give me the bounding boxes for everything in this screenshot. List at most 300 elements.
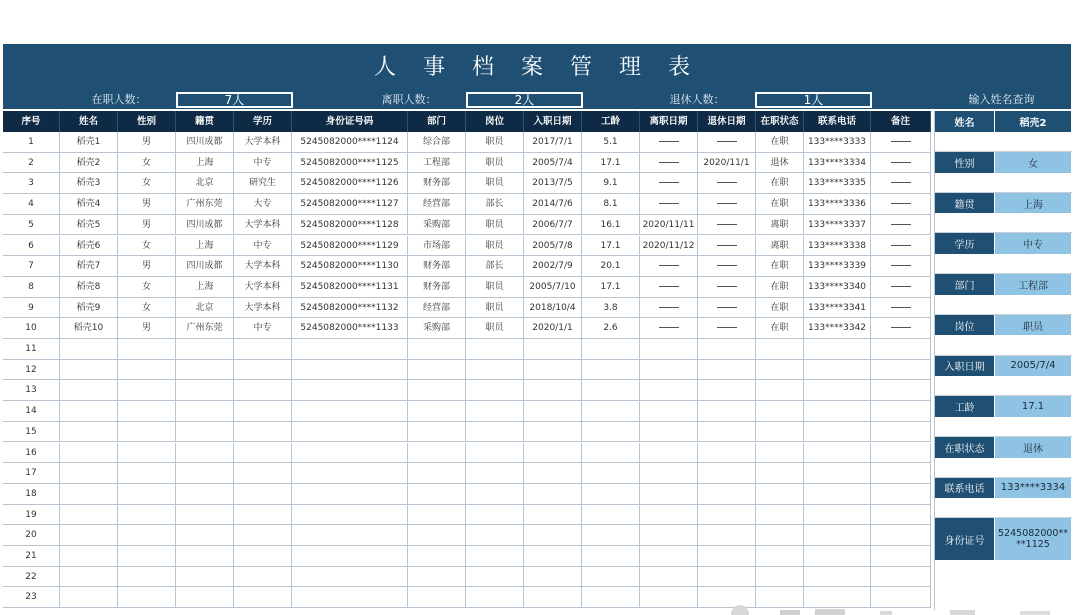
cell-status[interactable]: 在职: [756, 277, 804, 298]
cell-gender[interactable]: [118, 422, 176, 443]
cell-gender[interactable]: [118, 380, 176, 401]
cell-hometown[interactable]: 四川成都: [176, 132, 234, 153]
cell-education[interactable]: [234, 567, 292, 588]
cell-leave-date[interactable]: [640, 401, 698, 422]
cell-department[interactable]: 财务部: [408, 277, 466, 298]
cell-seq[interactable]: 18: [3, 484, 60, 505]
cell-name[interactable]: [60, 360, 118, 381]
cell-seq[interactable]: 22: [3, 567, 60, 588]
cell-retire-date[interactable]: [698, 443, 756, 464]
cell-hire-date[interactable]: [524, 360, 582, 381]
cell-id-number[interactable]: [292, 546, 408, 567]
cell-education[interactable]: [234, 422, 292, 443]
cell-department[interactable]: 采购部: [408, 318, 466, 339]
cell-department[interactable]: [408, 525, 466, 546]
column-header-status[interactable]: 在职状态: [756, 111, 804, 132]
column-header-education[interactable]: 学历: [234, 111, 292, 132]
cell-phone[interactable]: 133****3334: [804, 153, 871, 174]
column-header-gender[interactable]: 性别: [118, 111, 176, 132]
cell-seq[interactable]: 21: [3, 546, 60, 567]
cell-department[interactable]: 采购部: [408, 215, 466, 236]
cell-name[interactable]: 稻壳2: [60, 153, 118, 174]
cell-position[interactable]: 职员: [466, 298, 524, 319]
cell-id-number[interactable]: [292, 422, 408, 443]
cell-retire-date-empty-dash[interactable]: [698, 194, 756, 215]
cell-id-number[interactable]: [292, 587, 408, 608]
cell-seniority[interactable]: [582, 567, 640, 588]
cell-hire-date[interactable]: [524, 380, 582, 401]
cell-position[interactable]: [466, 422, 524, 443]
cell-phone[interactable]: [804, 380, 871, 401]
cell-seniority[interactable]: [582, 380, 640, 401]
cell-leave-date[interactable]: [640, 505, 698, 526]
cell-department[interactable]: 经营部: [408, 298, 466, 319]
cell-seq[interactable]: 1: [3, 132, 60, 153]
cell-seq[interactable]: 3: [3, 173, 60, 194]
cell-name[interactable]: 稻壳1: [60, 132, 118, 153]
cell-seniority[interactable]: 20.1: [582, 256, 640, 277]
cell-education[interactable]: 大学本科: [234, 277, 292, 298]
cell-seq[interactable]: 14: [3, 401, 60, 422]
cell-status[interactable]: [756, 505, 804, 526]
cell-id-number[interactable]: 5245082000****1126: [292, 173, 408, 194]
cell-phone[interactable]: [804, 339, 871, 360]
cell-phone[interactable]: [804, 505, 871, 526]
cell-retire-date[interactable]: [698, 380, 756, 401]
cell-department[interactable]: [408, 401, 466, 422]
cell-status[interactable]: [756, 443, 804, 464]
cell-retire-date[interactable]: [698, 505, 756, 526]
cell-hometown[interactable]: 上海: [176, 153, 234, 174]
cell-id-number[interactable]: 5245082000****1128: [292, 215, 408, 236]
cell-retire-date-empty-dash[interactable]: [698, 256, 756, 277]
cell-name[interactable]: [60, 505, 118, 526]
cell-hire-date[interactable]: 2005/7/8: [524, 236, 582, 257]
cell-hire-date[interactable]: 2002/7/9: [524, 256, 582, 277]
cell-hometown[interactable]: 北京: [176, 298, 234, 319]
cell-id-number[interactable]: 5245082000****1130: [292, 256, 408, 277]
cell-education[interactable]: 研究生: [234, 173, 292, 194]
cell-education[interactable]: [234, 443, 292, 464]
column-header-id-number[interactable]: 身份证号码: [292, 111, 408, 132]
cell-seniority[interactable]: 5.1: [582, 132, 640, 153]
cell-phone[interactable]: [804, 484, 871, 505]
cell-leave-date[interactable]: [640, 463, 698, 484]
cell-seniority[interactable]: 17.1: [582, 153, 640, 174]
cell-position[interactable]: [466, 505, 524, 526]
cell-name[interactable]: [60, 443, 118, 464]
cell-phone[interactable]: [804, 567, 871, 588]
cell-education[interactable]: [234, 587, 292, 608]
cell-name[interactable]: 稻壳3: [60, 173, 118, 194]
cell-leave-date[interactable]: [640, 525, 698, 546]
cell-hometown[interactable]: 广州东莞: [176, 318, 234, 339]
cell-hometown[interactable]: 上海: [176, 277, 234, 298]
cell-gender[interactable]: 女: [118, 277, 176, 298]
cell-hometown[interactable]: [176, 484, 234, 505]
cell-leave-date-empty-dash[interactable]: [640, 256, 698, 277]
cell-status[interactable]: 退休: [756, 153, 804, 174]
cell-education[interactable]: [234, 380, 292, 401]
cell-id-number[interactable]: [292, 505, 408, 526]
cell-position[interactable]: [466, 484, 524, 505]
active-count-value[interactable]: 7人: [176, 92, 293, 108]
cell-retire-date[interactable]: [698, 360, 756, 381]
column-header-hometown[interactable]: 籍贯: [176, 111, 234, 132]
cell-position[interactable]: 职员: [466, 132, 524, 153]
cell-id-number[interactable]: 5245082000****1131: [292, 277, 408, 298]
cell-seniority[interactable]: 2.6: [582, 318, 640, 339]
cell-gender[interactable]: [118, 443, 176, 464]
cell-seniority[interactable]: [582, 360, 640, 381]
cell-retire-date-empty-dash[interactable]: [698, 277, 756, 298]
cell-name[interactable]: 稻壳4: [60, 194, 118, 215]
cell-hire-date[interactable]: 2006/7/7: [524, 215, 582, 236]
cell-leave-date[interactable]: [640, 380, 698, 401]
cell-remark-empty-dash[interactable]: [871, 277, 931, 298]
cell-retire-date[interactable]: [698, 401, 756, 422]
cell-gender[interactable]: [118, 360, 176, 381]
cell-hometown[interactable]: 四川成都: [176, 256, 234, 277]
cell-seq[interactable]: 12: [3, 360, 60, 381]
cell-leave-date[interactable]: 2020/11/12: [640, 236, 698, 257]
cell-leave-date-empty-dash[interactable]: [640, 298, 698, 319]
cell-leave-date[interactable]: [640, 484, 698, 505]
cell-remark-empty-dash[interactable]: [871, 215, 931, 236]
cell-name[interactable]: [60, 587, 118, 608]
cell-phone[interactable]: [804, 525, 871, 546]
cell-seniority[interactable]: [582, 463, 640, 484]
cell-gender[interactable]: [118, 463, 176, 484]
cell-phone[interactable]: [804, 422, 871, 443]
cell-position[interactable]: [466, 401, 524, 422]
cell-hire-date[interactable]: [524, 401, 582, 422]
cell-gender[interactable]: 男: [118, 215, 176, 236]
cell-id-number[interactable]: [292, 339, 408, 360]
cell-retire-date-empty-dash[interactable]: [698, 298, 756, 319]
cell-phone[interactable]: 133****3338: [804, 236, 871, 257]
cell-hire-date[interactable]: [524, 525, 582, 546]
cell-hire-date[interactable]: [524, 443, 582, 464]
cell-name[interactable]: [60, 546, 118, 567]
cell-seniority[interactable]: 16.1: [582, 215, 640, 236]
cell-position[interactable]: [466, 339, 524, 360]
cell-retire-date[interactable]: [698, 339, 756, 360]
cell-seq[interactable]: 20: [3, 525, 60, 546]
cell-gender[interactable]: [118, 587, 176, 608]
cell-hire-date[interactable]: 2017/7/1: [524, 132, 582, 153]
cell-phone[interactable]: [804, 360, 871, 381]
cell-leave-date[interactable]: [640, 546, 698, 567]
cell-gender[interactable]: [118, 546, 176, 567]
cell-hometown[interactable]: [176, 443, 234, 464]
cell-id-number[interactable]: [292, 380, 408, 401]
cell-status[interactable]: [756, 484, 804, 505]
cell-name[interactable]: 稻壳8: [60, 277, 118, 298]
cell-seq[interactable]: 16: [3, 443, 60, 464]
cell-status[interactable]: 离职: [756, 236, 804, 257]
cell-education[interactable]: [234, 525, 292, 546]
cell-name[interactable]: 稻壳9: [60, 298, 118, 319]
cell-department[interactable]: [408, 380, 466, 401]
cell-seniority[interactable]: [582, 546, 640, 567]
cell-remark-empty-dash[interactable]: [871, 236, 931, 257]
retired-count-value[interactable]: 1人: [755, 92, 872, 108]
cell-retire-date-empty-dash[interactable]: [698, 236, 756, 257]
cell-gender[interactable]: [118, 484, 176, 505]
cell-education[interactable]: 中专: [234, 153, 292, 174]
cell-hometown[interactable]: [176, 422, 234, 443]
cell-phone[interactable]: 133****3341: [804, 298, 871, 319]
cell-position[interactable]: [466, 463, 524, 484]
cell-education[interactable]: [234, 339, 292, 360]
column-header-remark[interactable]: 备注: [871, 111, 931, 132]
cell-department[interactable]: [408, 567, 466, 588]
cell-remark[interactable]: [871, 443, 931, 464]
cell-position[interactable]: 职员: [466, 236, 524, 257]
cell-department[interactable]: [408, 463, 466, 484]
cell-phone[interactable]: 133****3336: [804, 194, 871, 215]
cell-remark[interactable]: [871, 525, 931, 546]
cell-leave-date-empty-dash[interactable]: [640, 318, 698, 339]
cell-seq[interactable]: 7: [3, 256, 60, 277]
cell-leave-date-empty-dash[interactable]: [640, 153, 698, 174]
cell-education[interactable]: 中专: [234, 318, 292, 339]
cell-seniority[interactable]: 17.1: [582, 236, 640, 257]
cell-seniority[interactable]: [582, 505, 640, 526]
cell-remark-empty-dash[interactable]: [871, 153, 931, 174]
cell-seq[interactable]: 8: [3, 277, 60, 298]
cell-id-number[interactable]: 5245082000****1132: [292, 298, 408, 319]
cell-gender[interactable]: 男: [118, 318, 176, 339]
cell-remark-empty-dash[interactable]: [871, 132, 931, 153]
cell-retire-date[interactable]: 2020/11/1: [698, 153, 756, 174]
cell-gender[interactable]: 女: [118, 173, 176, 194]
cell-position[interactable]: [466, 525, 524, 546]
cell-id-number[interactable]: 5245082000****1133: [292, 318, 408, 339]
cell-name[interactable]: [60, 484, 118, 505]
cell-hometown[interactable]: [176, 525, 234, 546]
cell-leave-date-empty-dash[interactable]: [640, 194, 698, 215]
column-header-position[interactable]: 岗位: [466, 111, 524, 132]
cell-seq[interactable]: 5: [3, 215, 60, 236]
cell-position[interactable]: [466, 546, 524, 567]
cell-remark-empty-dash[interactable]: [871, 298, 931, 319]
cell-name[interactable]: [60, 422, 118, 443]
cell-gender[interactable]: 女: [118, 153, 176, 174]
cell-seq[interactable]: 13: [3, 380, 60, 401]
cell-gender[interactable]: [118, 525, 176, 546]
cell-gender[interactable]: 男: [118, 194, 176, 215]
cell-retire-date[interactable]: [698, 546, 756, 567]
cell-hire-date[interactable]: [524, 422, 582, 443]
cell-hire-date[interactable]: [524, 587, 582, 608]
cell-phone[interactable]: 133****3340: [804, 277, 871, 298]
cell-hire-date[interactable]: 2014/7/6: [524, 194, 582, 215]
cell-seniority[interactable]: [582, 587, 640, 608]
cell-status[interactable]: [756, 546, 804, 567]
cell-seq[interactable]: 6: [3, 236, 60, 257]
cell-remark[interactable]: [871, 360, 931, 381]
cell-department[interactable]: [408, 546, 466, 567]
cell-position[interactable]: 职员: [466, 215, 524, 236]
cell-hometown[interactable]: [176, 505, 234, 526]
cell-phone[interactable]: 133****3342: [804, 318, 871, 339]
cell-department[interactable]: 工程部: [408, 153, 466, 174]
cell-hire-date[interactable]: [524, 484, 582, 505]
cell-leave-date[interactable]: 2020/11/11: [640, 215, 698, 236]
cell-retire-date[interactable]: [698, 567, 756, 588]
cell-leave-date-empty-dash[interactable]: [640, 132, 698, 153]
cell-leave-date[interactable]: [640, 360, 698, 381]
cell-retire-date[interactable]: [698, 422, 756, 443]
cell-name[interactable]: 稻壳10: [60, 318, 118, 339]
cell-status[interactable]: [756, 380, 804, 401]
cell-position[interactable]: [466, 380, 524, 401]
cell-hometown[interactable]: [176, 587, 234, 608]
cell-name[interactable]: 稻壳6: [60, 236, 118, 257]
cell-hire-date[interactable]: 2005/7/10: [524, 277, 582, 298]
cell-name[interactable]: [60, 567, 118, 588]
cell-status[interactable]: [756, 339, 804, 360]
cell-remark-empty-dash[interactable]: [871, 173, 931, 194]
cell-name[interactable]: 稻壳5: [60, 215, 118, 236]
cell-education[interactable]: [234, 401, 292, 422]
cell-seniority[interactable]: [582, 525, 640, 546]
cell-remark[interactable]: [871, 463, 931, 484]
left-count-value[interactable]: 2人: [466, 92, 583, 108]
cell-hometown[interactable]: [176, 567, 234, 588]
cell-hire-date[interactable]: [524, 505, 582, 526]
cell-hire-date[interactable]: [524, 546, 582, 567]
cell-seniority[interactable]: 8.1: [582, 194, 640, 215]
column-header-leave-date[interactable]: 离职日期: [640, 111, 698, 132]
cell-status[interactable]: [756, 360, 804, 381]
cell-education[interactable]: 大学本科: [234, 298, 292, 319]
cell-name[interactable]: [60, 380, 118, 401]
cell-leave-date[interactable]: [640, 339, 698, 360]
cell-id-number[interactable]: [292, 525, 408, 546]
cell-department[interactable]: 经营部: [408, 194, 466, 215]
cell-gender[interactable]: 女: [118, 236, 176, 257]
cell-name[interactable]: 稻壳7: [60, 256, 118, 277]
cell-department[interactable]: 市场部: [408, 236, 466, 257]
cell-status[interactable]: 在职: [756, 173, 804, 194]
cell-id-number[interactable]: [292, 567, 408, 588]
cell-gender[interactable]: 女: [118, 298, 176, 319]
cell-phone[interactable]: 133****3335: [804, 173, 871, 194]
cell-status[interactable]: [756, 525, 804, 546]
cell-remark-empty-dash[interactable]: [871, 256, 931, 277]
cell-id-number[interactable]: 5245082000****1124: [292, 132, 408, 153]
cell-hometown[interactable]: 广州东莞: [176, 194, 234, 215]
cell-name[interactable]: [60, 525, 118, 546]
cell-seq[interactable]: 15: [3, 422, 60, 443]
column-header-hire-date[interactable]: 入职日期: [524, 111, 582, 132]
cell-seniority[interactable]: [582, 484, 640, 505]
cell-retire-date-empty-dash[interactable]: [698, 132, 756, 153]
cell-remark[interactable]: [871, 505, 931, 526]
cell-gender[interactable]: 男: [118, 256, 176, 277]
cell-hometown[interactable]: [176, 339, 234, 360]
cell-name[interactable]: [60, 401, 118, 422]
cell-status[interactable]: 在职: [756, 318, 804, 339]
cell-remark[interactable]: [871, 567, 931, 588]
cell-seq[interactable]: 2: [3, 153, 60, 174]
cell-remark[interactable]: [871, 484, 931, 505]
lookup-name-input[interactable]: 稻壳2: [995, 111, 1072, 132]
cell-seniority[interactable]: 17.1: [582, 277, 640, 298]
column-header-department[interactable]: 部门: [408, 111, 466, 132]
cell-leave-date[interactable]: [640, 422, 698, 443]
cell-remark[interactable]: [871, 422, 931, 443]
cell-seq[interactable]: 23: [3, 587, 60, 608]
cell-phone[interactable]: 133****3337: [804, 215, 871, 236]
cell-leave-date[interactable]: [640, 443, 698, 464]
cell-gender[interactable]: [118, 401, 176, 422]
cell-phone[interactable]: 133****3333: [804, 132, 871, 153]
cell-remark-empty-dash[interactable]: [871, 194, 931, 215]
cell-position[interactable]: 部长: [466, 194, 524, 215]
cell-leave-date[interactable]: [640, 587, 698, 608]
column-header-phone[interactable]: 联系电话: [804, 111, 871, 132]
cell-remark-empty-dash[interactable]: [871, 318, 931, 339]
cell-department[interactable]: [408, 422, 466, 443]
cell-id-number[interactable]: [292, 484, 408, 505]
cell-hometown[interactable]: [176, 463, 234, 484]
cell-gender[interactable]: [118, 505, 176, 526]
cell-hire-date[interactable]: 2005/7/4: [524, 153, 582, 174]
cell-seq[interactable]: 4: [3, 194, 60, 215]
cell-status[interactable]: [756, 463, 804, 484]
cell-leave-date-empty-dash[interactable]: [640, 277, 698, 298]
cell-hometown[interactable]: [176, 360, 234, 381]
cell-leave-date-empty-dash[interactable]: [640, 173, 698, 194]
cell-status[interactable]: 在职: [756, 256, 804, 277]
cell-education[interactable]: [234, 546, 292, 567]
cell-name[interactable]: [60, 463, 118, 484]
cell-position[interactable]: 职员: [466, 173, 524, 194]
cell-position[interactable]: 职员: [466, 153, 524, 174]
cell-phone[interactable]: 133****3339: [804, 256, 871, 277]
cell-department[interactable]: 财务部: [408, 173, 466, 194]
cell-position[interactable]: 职员: [466, 318, 524, 339]
cell-education[interactable]: 中专: [234, 236, 292, 257]
cell-id-number[interactable]: 5245082000****1129: [292, 236, 408, 257]
cell-hire-date[interactable]: [524, 567, 582, 588]
cell-retire-date[interactable]: [698, 463, 756, 484]
cell-department[interactable]: 综合部: [408, 132, 466, 153]
cell-leave-date[interactable]: [640, 567, 698, 588]
cell-hire-date[interactable]: [524, 339, 582, 360]
cell-status[interactable]: 在职: [756, 132, 804, 153]
cell-hire-date[interactable]: [524, 463, 582, 484]
cell-seq[interactable]: 10: [3, 318, 60, 339]
cell-remark[interactable]: [871, 546, 931, 567]
cell-status[interactable]: [756, 422, 804, 443]
cell-gender[interactable]: 男: [118, 132, 176, 153]
cell-remark[interactable]: [871, 339, 931, 360]
cell-name[interactable]: [60, 339, 118, 360]
cell-id-number[interactable]: [292, 401, 408, 422]
cell-status[interactable]: [756, 401, 804, 422]
cell-department[interactable]: [408, 484, 466, 505]
cell-seq[interactable]: 17: [3, 463, 60, 484]
cell-id-number[interactable]: [292, 443, 408, 464]
cell-status[interactable]: 在职: [756, 194, 804, 215]
cell-retire-date-empty-dash[interactable]: [698, 318, 756, 339]
cell-education[interactable]: 大专: [234, 194, 292, 215]
